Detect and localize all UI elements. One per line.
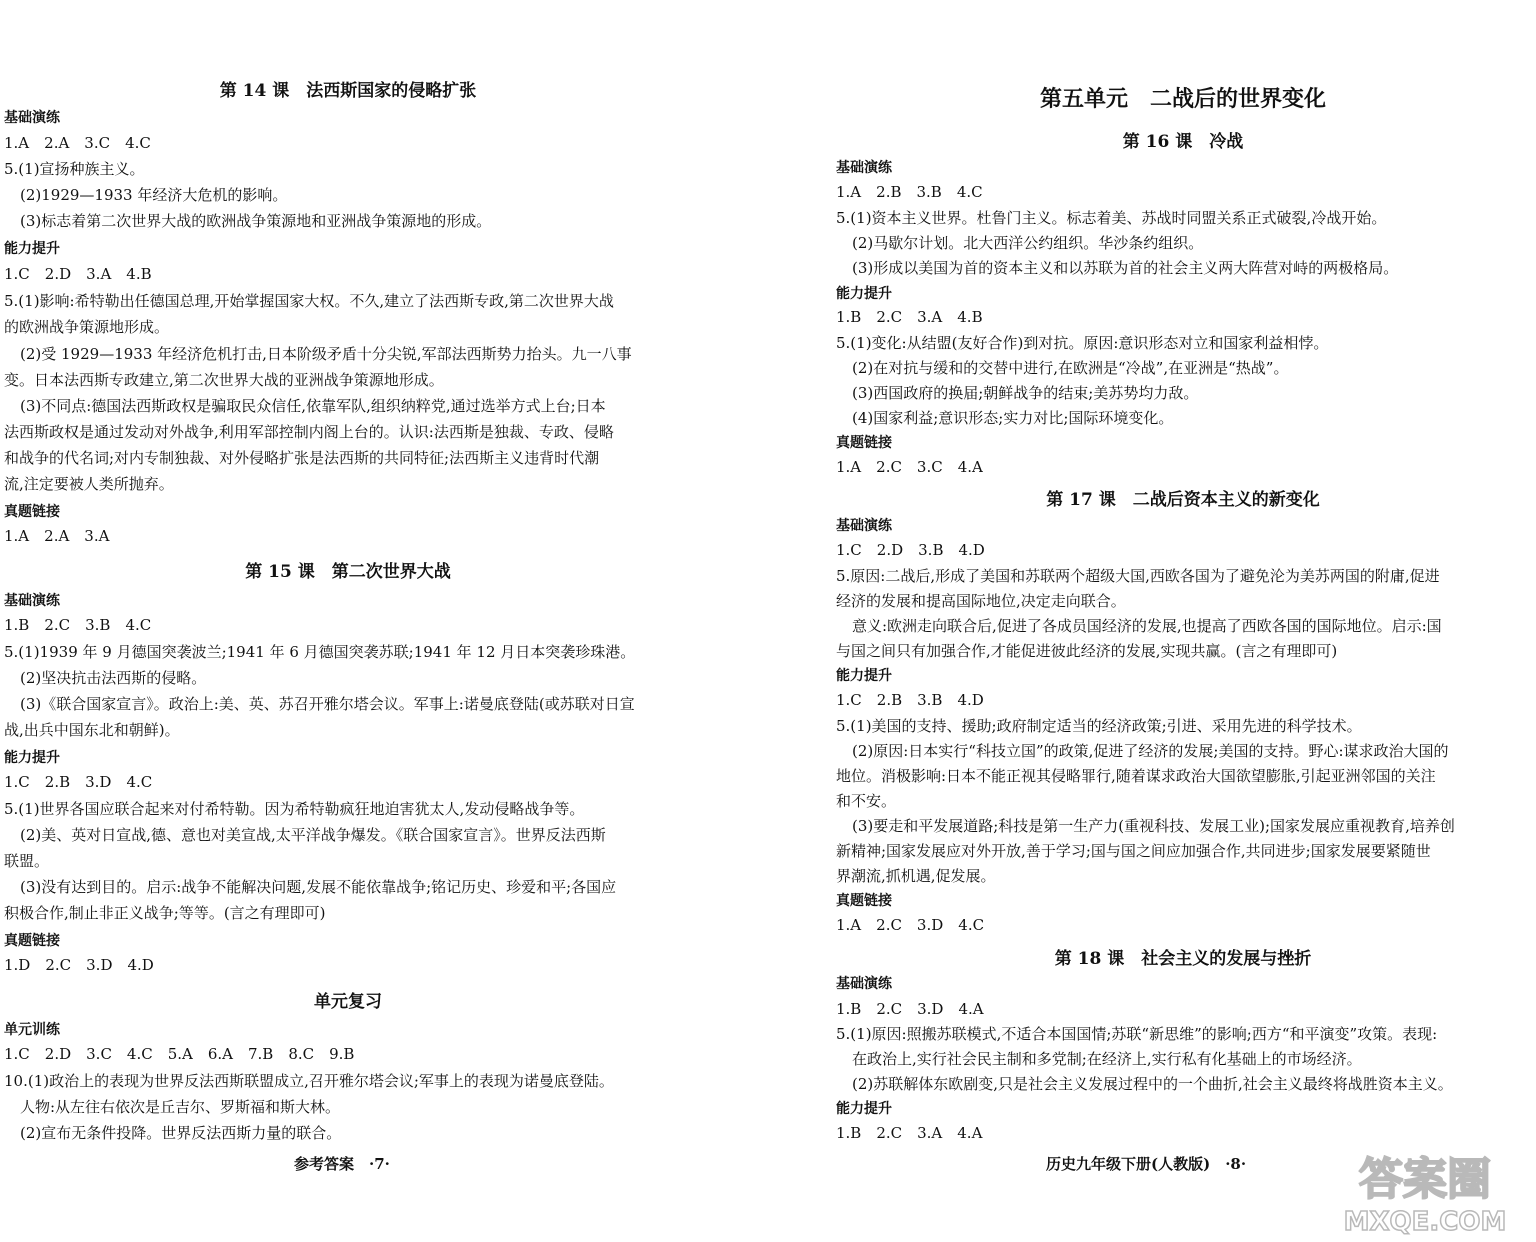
answer-line: 1.C 2.B 3.B 4.D	[836, 691, 984, 709]
section-heading: 基础演练	[836, 160, 892, 176]
answer-line: 5.(1)宣扬种族主义。	[4, 160, 145, 178]
answer-line: 和不安。	[836, 792, 897, 810]
right-page-footer: 历史九年级下册(人教版) ·8·	[1046, 1155, 1247, 1173]
unit-title: 第五单元 二战后的世界变化	[1039, 86, 1326, 112]
answer-line: 5.(1)原因:照搬苏联模式,不适合本国国情;苏联“新思维”的影响;西方“和平演变”攻策。表现:	[836, 1025, 1438, 1043]
answer-line: 1.C 2.D 3.C 4.C 5.A 6.A 7.B 8.C 9.B	[4, 1045, 355, 1063]
answer-line: (2)美、英对日宣战,德、意也对美宣战,太平洋战争爆发。《联合国家宣言》。世界反法西斯	[20, 826, 606, 844]
answer-line: 联盟。	[4, 852, 50, 870]
answer-line: 1.A 2.B 3.B 4.C	[836, 183, 983, 201]
section-heading: 基础演练	[4, 110, 60, 126]
answer-line: (2)原因:日本实行“科技立国”的政策,促进了经济的发展;美国的支持。野心:谋求政治大国的	[852, 742, 1449, 760]
answer-line: 1.B 2.C 3.B 4.C	[4, 616, 152, 634]
answer-line: 1.C 2.D 3.B 4.D	[836, 541, 985, 559]
answer-line: 1.A 2.A 3.C 4.C	[4, 134, 151, 152]
answer-line: (2)1929—1933 年经济大危机的影响。	[20, 186, 288, 204]
answer-line: (2)受 1929—1933 年经济危机打击,日本阶级矛盾十分尖锐,军部法西斯势力抬头。九一八事	[20, 345, 632, 363]
section-heading: 真题链接	[4, 933, 60, 949]
answer-line: 新精神;国家发展应对外开放,善于学习;国与国之间应加强合作,共同进步;国家发展要紧随世	[836, 842, 1431, 860]
answer-line: 5.(1)影响:希特勒出任德国总理,开始掌握国家大权。不久,建立了法西斯专政,第二次世界大战	[4, 292, 614, 310]
answer-line: (3)《联合国家宣言》。政治上:美、英、苏召开雅尔塔会议。军事上:诺曼底登陆(或苏联对日宣	[20, 695, 635, 713]
answer-line: 5.(1)世界各国应联合起来对付希特勒。因为希特勒疯狂地迫害犹太人,发动侵略战争等。	[4, 800, 585, 818]
answer-line: (3)西国政府的换届;朝鲜战争的结束;美苏势均力敌。	[852, 384, 1199, 402]
answer-line: 人物:从左往右依次是丘吉尔、罗斯福和斯大林。	[20, 1098, 341, 1116]
answer-line: 1.C 2.B 3.D 4.C	[4, 773, 153, 791]
lesson-15-title: 第 15 课 第二次世界大战	[245, 562, 451, 582]
lesson-17-title: 第 17 课 二战后资本主义的新变化	[1046, 490, 1320, 510]
section-heading: 能力提升	[836, 668, 892, 684]
answer-line: (3)没有达到目的。启示:战争不能解决问题,发展不能依靠战争;铭记历史、珍爱和平;各国应	[20, 878, 617, 896]
answer-line: (3)形成以美国为首的资本主义和以苏联为首的社会主义两大阵营对峙的两极格局。	[852, 259, 1399, 277]
left-page-footer: 参考答案 ·7·	[294, 1155, 390, 1173]
answer-line: 1.B 2.C 3.D 4.A	[836, 1000, 984, 1018]
answer-line: 1.C 2.D 3.A 4.B	[4, 265, 152, 283]
answer-line: 1.A 2.C 3.D 4.C	[836, 916, 985, 934]
answer-line: 1.B 2.C 3.A 4.B	[836, 308, 983, 326]
section-heading: 基础演练	[836, 976, 892, 992]
answer-line: (4)国家利益;意识形态;实力对比;国际环境变化。	[852, 409, 1174, 427]
section-heading: 真题链接	[836, 435, 892, 451]
answer-line: 法西斯政权是通过发动对外战争,利用军部控制内阁上台的。认识:法西斯是独裁、专政、侵略	[4, 423, 614, 441]
answer-line: 10.(1)政治上的表现为世界反法西斯联盟成立,召开雅尔塔会议;军事上的表现为诺曼底登陆。	[4, 1072, 614, 1090]
answer-line: 积极合作,制止非正义战争;等等。(言之有理即可)	[4, 904, 326, 922]
answer-line: 5.原因:二战后,形成了美国和苏联两个超级大国,西欧各国为了避免沦为美苏两国的附庸,促进	[836, 567, 1440, 585]
answer-line: 1.A 2.A 3.A	[4, 527, 110, 545]
section-heading: 单元训练	[4, 1022, 60, 1038]
answer-line: 5.(1)变化:从结盟(友好合作)到对抗。原因:意识形态对立和国家利益相悖。	[836, 334, 1329, 352]
watermark-url: MXQE.COM	[1343, 1207, 1507, 1237]
answer-line: 经济的发展和提高国际地位,决定走向联合。	[836, 592, 1126, 610]
lesson-18-title: 第 18 课 社会主义的发展与挫折	[1054, 949, 1312, 969]
answer-line: (3)要走和平发展道路;科技是第一生产力(重视科技、发展工业);国家发展应重视教育,培养创	[852, 817, 1455, 835]
answer-line: 5.(1)美国的支持、援助;政府制定适当的经济政策;引进、采用先进的科学技术。	[836, 717, 1362, 735]
answer-line: 1.A 2.C 3.C 4.A	[836, 458, 983, 476]
answer-line: 战,出兵中国东北和朝鲜)。	[4, 721, 180, 739]
answer-line: (3)标志着第二次世界大战的欧洲战争策源地和亚洲战争策源地的形成。	[20, 212, 492, 230]
answer-line: 5.(1)1939 年 9 月德国突袭波兰;1941 年 6 月德国突袭苏联;1941 年 12 月日本突袭珍珠港。	[4, 643, 636, 661]
answer-line: 在政治上,实行社会民主制和多党制;在经济上,实行私有化基础上的市场经济。	[852, 1050, 1362, 1068]
lesson-14-title: 第 14 课 法西斯国家的侵略扩张	[219, 81, 477, 101]
answer-line: 意义:欧洲走向联合后,促进了各成员国经济的发展,也提高了西欧各国的国际地位。启示:国	[852, 617, 1442, 635]
section-heading: 基础演练	[836, 518, 892, 534]
watermark-text: 答案圈	[1359, 1154, 1491, 1205]
answer-line: 流,注定要被人类所抛弃。	[4, 475, 174, 493]
section-heading: 基础演练	[4, 593, 60, 609]
answer-line: 地位。消极影响:日本不能正视其侵略罪行,随着谋求政治大国欲望膨胀,引起亚洲邻国的关注	[836, 767, 1436, 785]
answer-line: 1.D 2.C 3.D 4.D	[4, 956, 154, 974]
answer-line: (2)苏联解体东欧剧变,只是社会主义发展过程中的一个曲折,社会主义最终将战胜资本主义。	[852, 1075, 1453, 1093]
answer-line: 变。日本法西斯专政建立,第二次世界大战的亚洲战争策源地形成。	[4, 371, 444, 389]
unit-review-title: 单元复习	[314, 992, 382, 1012]
section-heading: 真题链接	[836, 893, 892, 909]
answer-line: (3)不同点:德国法西斯政权是骗取民众信任,依靠军队,组织纳粹党,通过选举方式上台;日本	[20, 397, 606, 415]
answer-line: (2)坚决抗击法西斯的侵略。	[20, 669, 207, 687]
section-heading: 能力提升	[836, 286, 892, 302]
lesson-16-title: 第 16 课 冷战	[1122, 132, 1244, 152]
section-heading: 真题链接	[4, 504, 60, 520]
answer-line: 和战争的代名词;对内专制独裁、对外侵略扩张是法西斯的共同特征;法西斯主义违背时代潮	[4, 449, 600, 467]
answer-line: 与国之间只有加强合作,才能促进彼此经济的发展,实现共赢。(言之有理即可)	[836, 642, 1338, 660]
section-heading: 能力提升	[4, 241, 60, 257]
answer-line: (2)在对抗与缓和的交替中进行,在欧洲是“冷战”,在亚洲是“热战”。	[852, 359, 1289, 377]
watermark-logo	[1320, 1142, 1530, 1238]
answer-line: (2)马歇尔计划。北大西洋公约组织。华沙条约组织。	[852, 234, 1204, 252]
answer-line: 界潮流,抓机遇,促发展。	[836, 867, 996, 885]
section-heading: 能力提升	[4, 750, 60, 766]
answer-line: 5.(1)资本主义世界。杜鲁门主义。标志着美、苏战时同盟关系正式破裂,冷战开始。	[836, 209, 1387, 227]
answer-line: 的欧洲战争策源地形成。	[4, 318, 170, 336]
answer-line: 1.B 2.C 3.A 4.A	[836, 1124, 983, 1142]
section-heading: 能力提升	[836, 1101, 892, 1117]
answer-line: (2)宣布无条件投降。世界反法西斯力量的联合。	[20, 1124, 342, 1142]
